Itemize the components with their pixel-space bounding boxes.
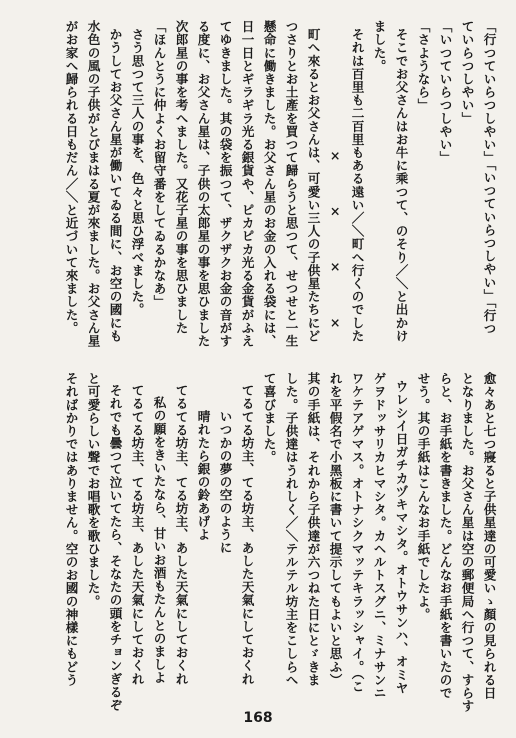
text-column: てるてる坊主、てる坊主、あした天氣にしておくれ <box>239 384 255 686</box>
text-column: る度に、お父さん星は、子供の太郎星の事を思ひました <box>195 20 211 348</box>
text-column: ゲヲドッサリカヒマシタ。カヘルトスグニ、ミナサンニ <box>371 372 387 700</box>
text-column: 私の願をきいたなら、甘いお酒もたんとのましよ <box>151 396 167 685</box>
text-column: てるてる坊主、てる坊主、あした天氣にしておくれ <box>173 384 189 686</box>
text-column: それでも曇つて泣いてたら、そなたの頭をチョンぎるぞ <box>107 384 123 712</box>
text-column: ていらつしやい」 <box>459 20 475 125</box>
text-column: 「ほんとうに仲よくお留守番をしてゐるかなあ」 <box>151 20 167 309</box>
text-column: がお家へ歸られる日もだん／＼と近づいて來ました。 <box>63 20 79 335</box>
page-number: 168 <box>243 710 273 726</box>
text-column: 水色の風の子供がとびまはる夏が來ました。お父さん星 <box>85 20 101 348</box>
text-column: つさりとお土產を買つて歸らうと思つて、せつせと一生 <box>283 20 299 348</box>
text-column: れを平假名で小黑板に書いて提示してもよいと思ふ） <box>327 372 343 687</box>
text-column: 其の手紙は、それから子供達が六つねた日にとゞきま <box>305 372 321 687</box>
text-column: と可愛らしい聲でお唱歌を歌ひました。 <box>85 372 101 608</box>
text-column: 懸命に働きました。お父さん星のお金の入れる袋には、 <box>261 20 277 348</box>
text-column: 「いつていらつしやい」 <box>437 20 453 165</box>
text-column: て喜びました。 <box>261 372 277 464</box>
text-column: いつかの夢の空のように <box>217 410 233 555</box>
text-column: かうしてお父さん星が働いてゐる間に、お空の國にも <box>107 28 123 343</box>
text-column: 愈々あと七つ寢ると子供星達の可愛いゝ顏の見られる日 <box>481 372 497 700</box>
text-column: てゆきました。其の袋を振つて、ザクザクお金の音がす <box>217 20 233 348</box>
text-column: 晴れたら銀の鈴あげよ <box>195 410 211 541</box>
text-column: それは百里も二百里もある遠い／＼町へ行くのでした <box>349 28 365 343</box>
text-column: 「行つていらつしやい」「いつていらつしやい」「行つ <box>481 20 497 335</box>
text-column: せう。其の手紙はこんなお手紙でしたよ。 <box>415 372 431 621</box>
text-column: らと、お手紙を書きました。どんなお手紙を書いたので <box>437 372 453 700</box>
text-column: さう思つて三人の事を、色々と思ひ浮べました。 <box>129 28 145 317</box>
text-column: 町へ來るとお父さんは、可愛い三人の子供星たちにど <box>305 28 321 343</box>
text-column: そればかりではありません。空のお國の神樣にもどう <box>63 372 79 687</box>
section-divider: × × × × <box>327 148 343 344</box>
text-column: した。子供達はうれしく／＼テルテル坊主をこしらへ <box>283 372 299 687</box>
text-column: 「さようなら」 <box>415 20 431 112</box>
text-column: ワケテアゲマス。オトナシクマッテキラッシャイ。（こ <box>349 372 365 694</box>
text-column: そこでお父さんはお牛に乘つて、のそり／＼と出かけ <box>393 28 409 343</box>
text-column: ウレシイ日ガチカヅキマシタ。オトウサンハ、オミヤ <box>393 380 409 695</box>
text-column: 日一日とギラギラ光る銀貨や、ピカピカ光る金貨がふえ <box>239 20 255 348</box>
text-column: となりました。お父さん星は空の郵便局へ行つて、すらす <box>459 372 475 713</box>
text-column: 次郎星の事を考へました。又花子星の事を思ひました <box>173 20 189 335</box>
text-column: てるてる坊主、てる坊主、あした天氣にしておくれ <box>129 384 145 686</box>
text-column: ました。 <box>371 20 387 73</box>
